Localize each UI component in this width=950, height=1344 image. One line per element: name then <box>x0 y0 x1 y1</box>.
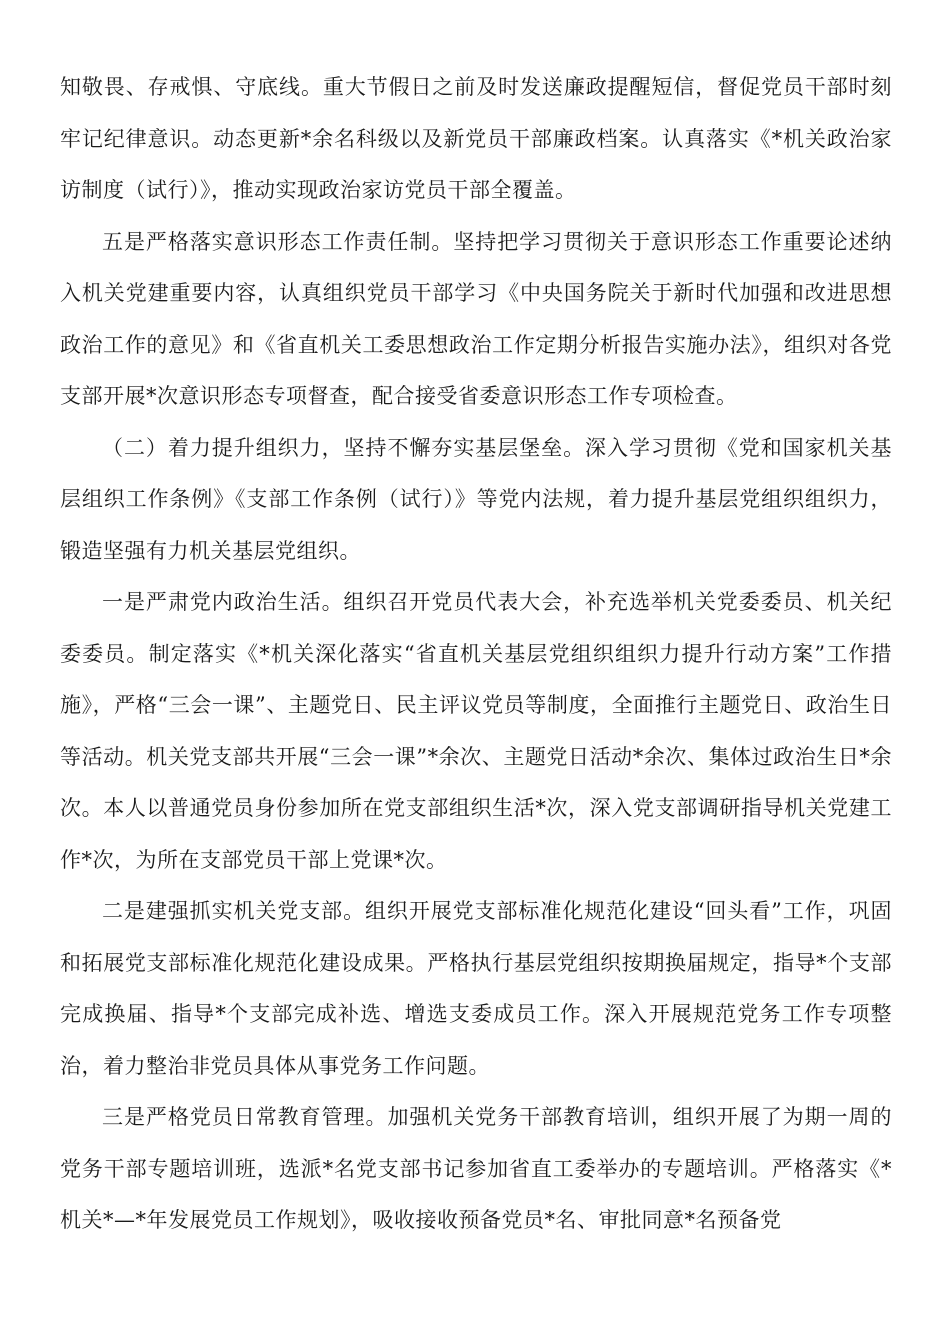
paragraph-party-branch: 二是建强抓实机关党支部。组织开展党支部标准化规范化建设“回头看”工作，巩固和拓展党支部标准化规范化建设成果。严格执行基层党组织按期换届规定，指导*个支部完成换届、指导*个支部完成补选、增选支委成员工作。深入开展规范党务工作专项整治，着力整治非党员具体从事党务工作问题。 <box>60 899 892 1078</box>
document-page <box>60 62 892 1247</box>
paragraph-ideology: 五是严格落实意识形态工作责任制。坚持把学习贯彻关于意识形态工作重要论述纳入机关党建重要内容，认真组织党员干部学习《中央国务院关于新时代加强和改进思想政治工作的意见》和《省直机关工委思想政治工作定期分析报告实施办法》，组织对各党支部开展*次意识形态专项督查，配合接受省委意识形态工作专项检查。 <box>60 229 892 408</box>
paragraph-member-education: 三是严格党员日常教育管理。加强机关党务干部教育培训，组织开展了为期一周的党务干部专题培训班，选派*名党支部书记参加省直工委举办的专题培训。严格落实《*机关*—*年发展党员工作规划》，吸收接收预备党员*名、审批同意*名预备党 <box>60 1105 892 1232</box>
section-heading-organization: （二）着力提升组织力，坚持不懈夯实基层堡垒。深入学习贯彻《党和国家机关基层组织工作条例》《支部工作条例（试行）》等党内法规，着力提升基层党组织组织力，锻造坚强有力机关基层党组织。 <box>60 435 892 563</box>
paragraph-political-life: 一是严肃党内政治生活。组织召开党员代表大会，补充选举机关党委委员、机关纪委委员。制定落实《*机关深化落实“省直机关基层党组织组织力提升行动方案”工作措施》，严格“三会一课”、主题党日、民主评议党员等制度，全面推行主题党日、政治生日等活动。机关党支部共开展“三会一课”*余次、主题党日活动*余次、集体过政治生日*余次。本人以普通党员身份参加所在党支部组织生活*次，深入党支部调研指导机关党建工作*次，为所在支部党员干部上党课*次。 <box>60 590 892 872</box>
paragraph-continued: 知敬畏、存戒惧、守底线。重大节假日之前及时发送廉政提醒短信，督促党员干部时刻牢记纪律意识。动态更新*余名科级以及新党员干部廉政档案。认真落实《*机关政治家访制度（试行）》，推动实现政治家访党员干部全覆盖。 <box>60 75 892 202</box>
